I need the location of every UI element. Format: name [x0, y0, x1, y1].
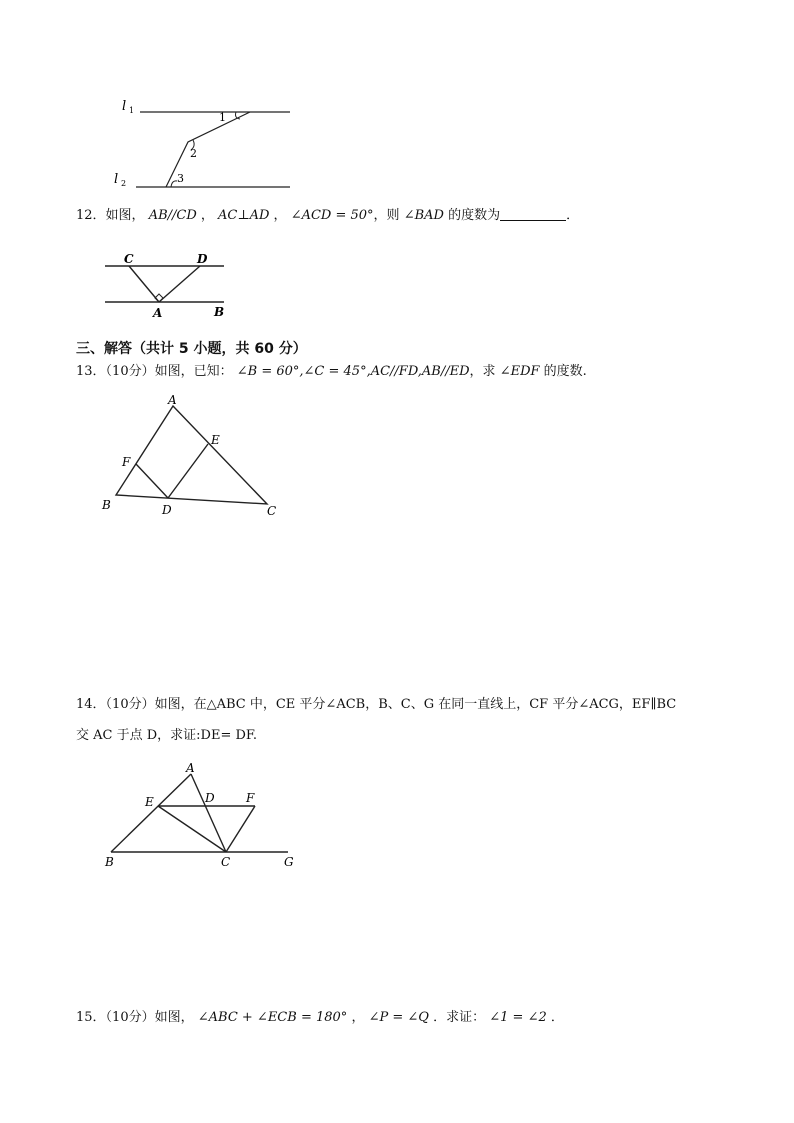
label-B: B	[105, 855, 114, 869]
question-14-line2: 交 AC 于点 D，求证:DE= DF.	[76, 728, 258, 743]
label-l1: l	[122, 99, 127, 114]
label-E: E	[145, 795, 154, 809]
label-D: D	[197, 252, 208, 266]
label-l2: l	[114, 172, 119, 187]
section-heading: 三、解答（共计 5 小题，共 60 分）	[76, 341, 307, 357]
label-angle-1: 1	[219, 111, 226, 124]
question-number: 13．	[76, 364, 106, 379]
label-l2-sub: 2	[121, 179, 127, 188]
label-A: A	[168, 393, 177, 407]
label-F: F	[122, 455, 131, 469]
label-A: A	[186, 761, 195, 775]
question-15: 15．（10分）如图， ∠ABC + ∠ECB = 180° ， ∠P = ∠Q ．求证： ∠1 = ∠2 ．	[76, 1010, 564, 1025]
question-12: 12．如图， AB//CD ， AC⊥AD ， ∠ACD = 50°，则 ∠BAD 的度数为 ．	[76, 208, 580, 223]
figure-q12	[100, 250, 235, 322]
label-l1-sub: 1	[129, 106, 135, 115]
label-B: B	[214, 305, 225, 319]
label-C: C	[221, 855, 231, 869]
figure-q13	[96, 392, 286, 522]
answer-blank[interactable]	[500, 206, 566, 221]
question-14: 14．（10分）如图，在△ABC 中，CE 平分∠ACB，B、C、G 在同一直线上，CF 平分∠ACG，EF∥BC	[76, 697, 677, 712]
label-angle-3: 3	[177, 172, 184, 185]
label-E: E	[211, 433, 220, 447]
question-number: 14．	[76, 697, 106, 712]
label-B: B	[102, 498, 111, 512]
question-number: 15．	[76, 1010, 106, 1025]
label-angle-2: 2	[190, 147, 197, 160]
label-A: A	[153, 306, 163, 320]
label-D: D	[205, 791, 215, 805]
question-number: 12．	[76, 208, 106, 223]
label-F: F	[246, 791, 255, 805]
figure-q14	[98, 760, 308, 870]
label-G: G	[284, 855, 294, 869]
label-C: C	[124, 252, 134, 266]
label-D: D	[162, 503, 172, 517]
figure-q11	[100, 88, 310, 198]
question-13: 13．（10分）如图，已知： ∠B = 60°,∠C = 45°,AC//FD,AB//ED，求 ∠EDF 的度数.	[76, 364, 587, 379]
label-C: C	[267, 504, 277, 518]
